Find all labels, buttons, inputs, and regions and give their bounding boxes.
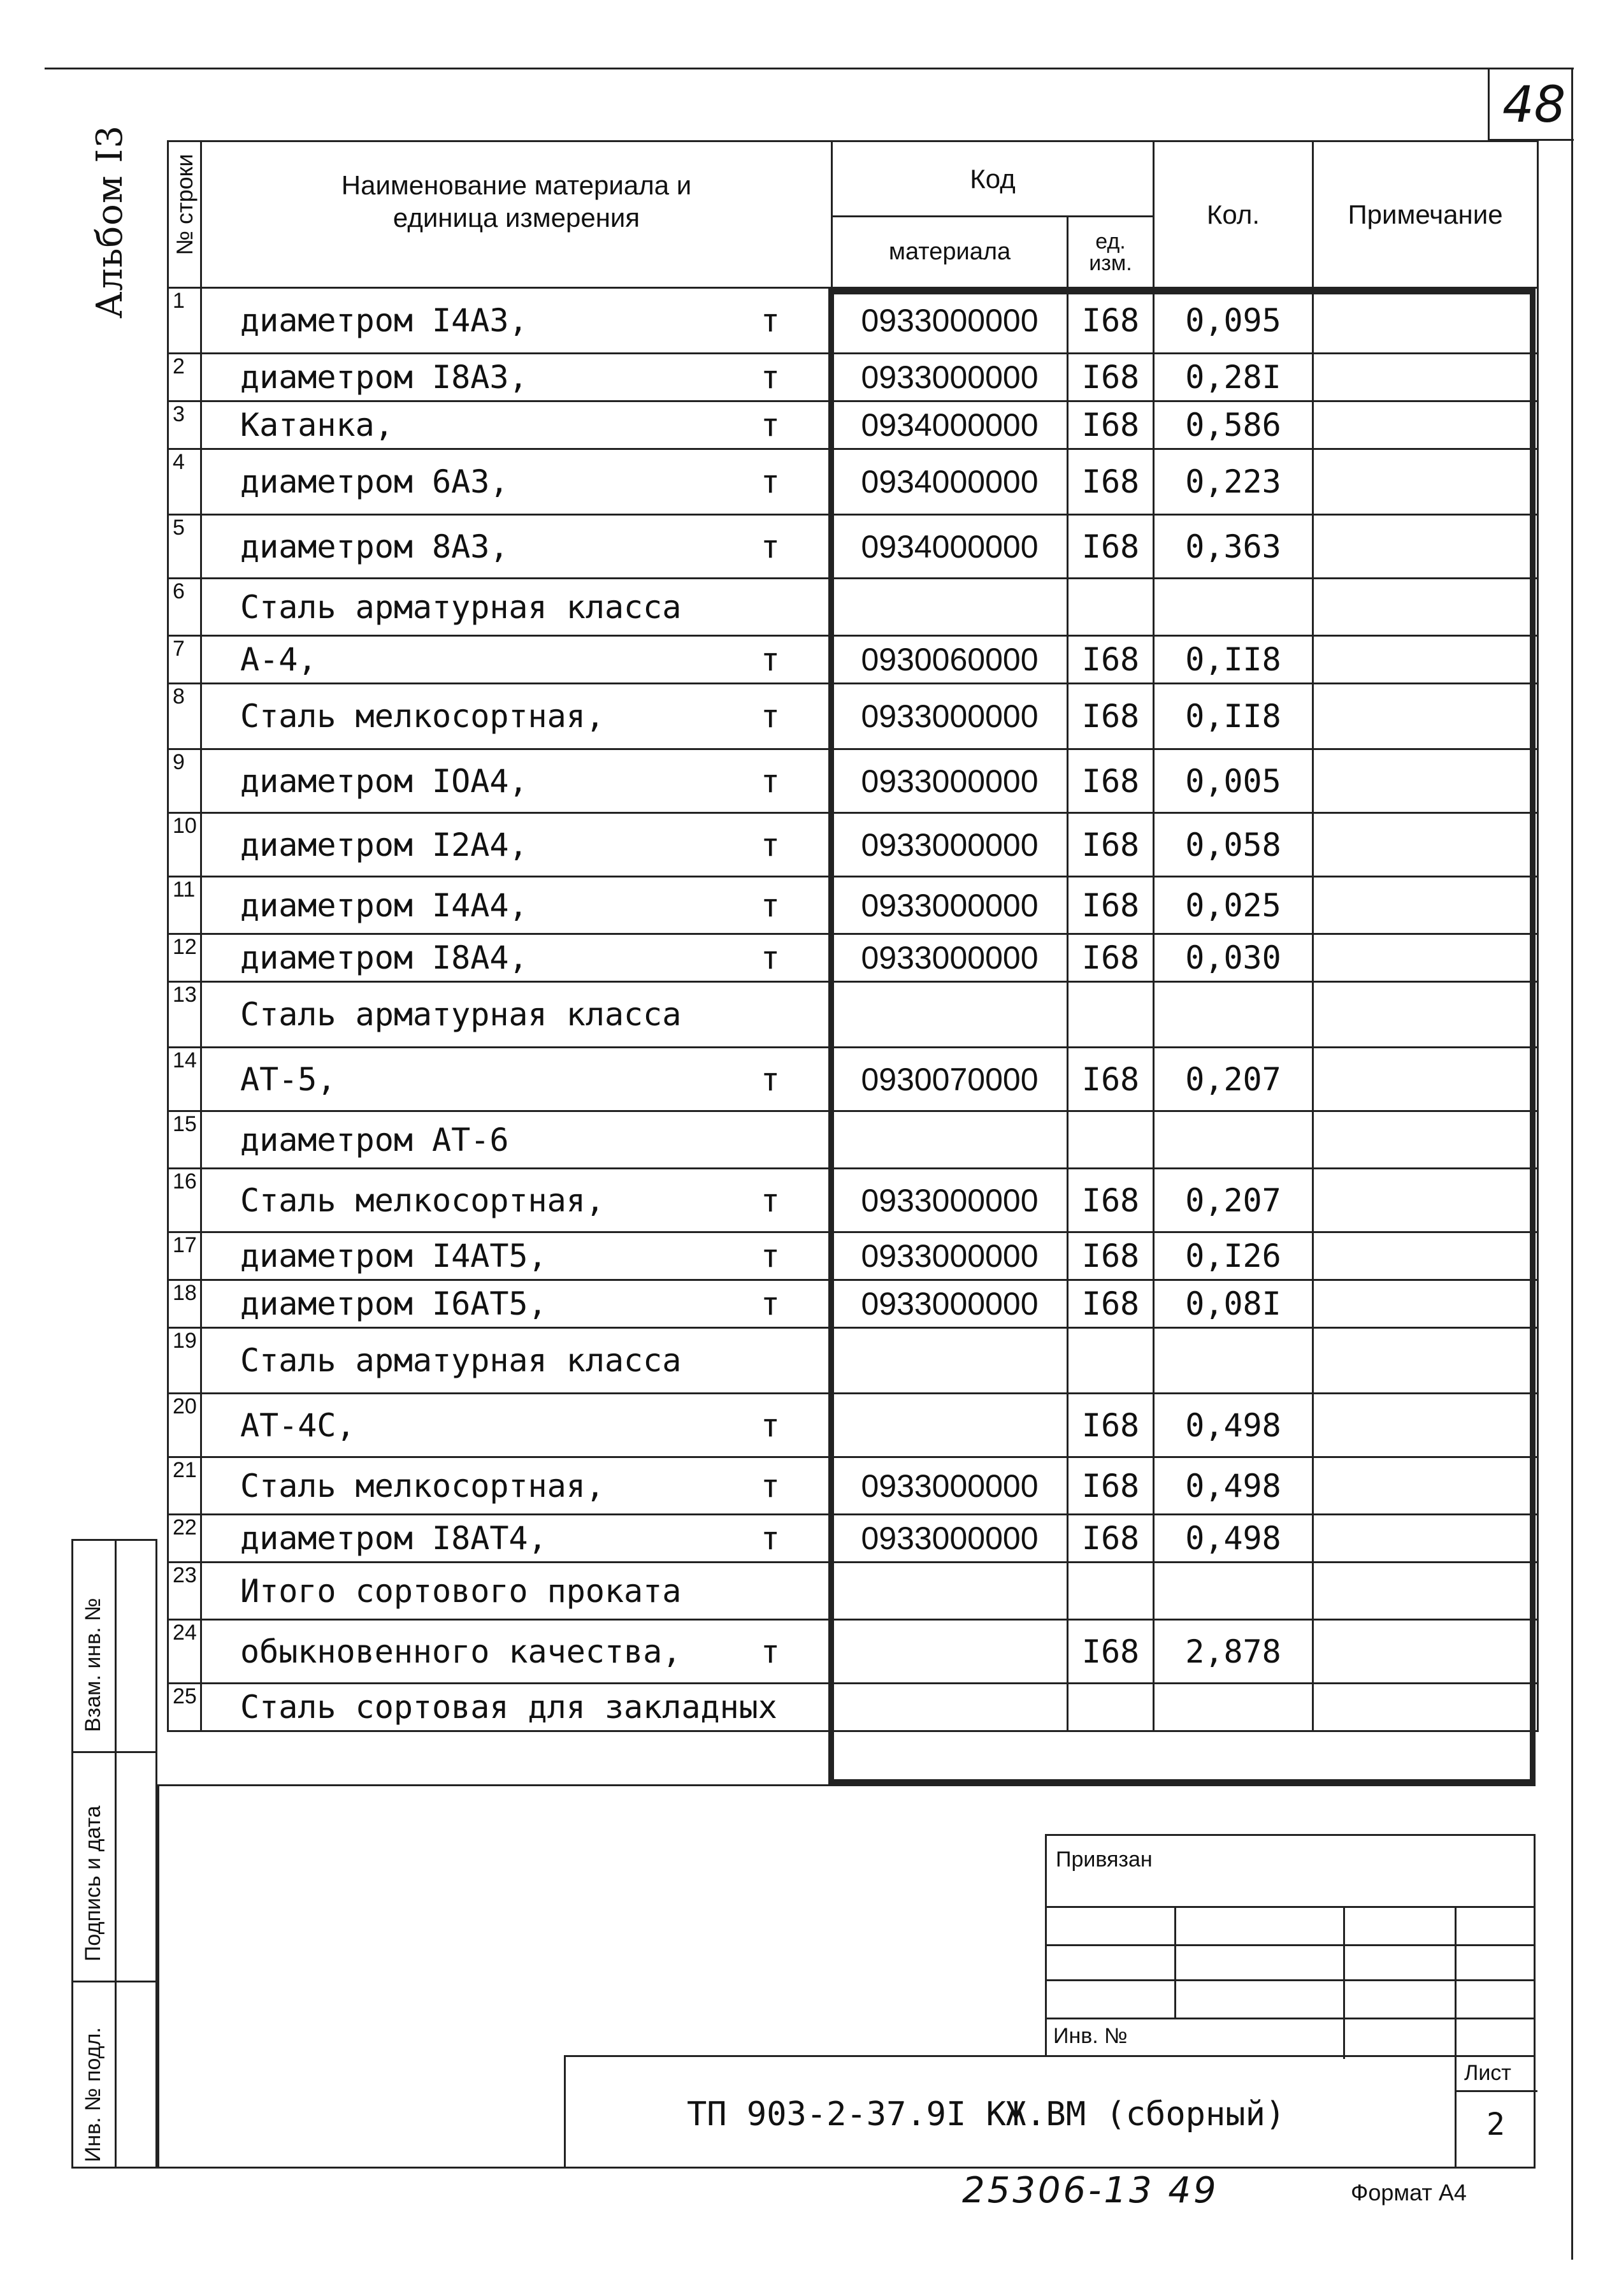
row-number: 23 bbox=[168, 1563, 201, 1620]
material-name: диаметром I8A4, т bbox=[201, 934, 832, 982]
quantity bbox=[1154, 1111, 1313, 1169]
quantity: 0,025 bbox=[1154, 877, 1313, 934]
table-row bbox=[168, 636, 1538, 684]
quantity: 0,030 bbox=[1154, 934, 1313, 982]
note-cell bbox=[1313, 1048, 1538, 1111]
table-row bbox=[168, 813, 1538, 877]
material-name: Сталь арматурная класса bbox=[201, 1328, 832, 1394]
material-code: 0934000000 bbox=[832, 449, 1068, 515]
quantity: 0,095 bbox=[1154, 288, 1313, 354]
unit-of-measure: т bbox=[760, 826, 780, 863]
note-cell bbox=[1313, 449, 1538, 515]
material-code: 0934000000 bbox=[832, 401, 1068, 449]
table-row bbox=[168, 1111, 1538, 1169]
material-code: 0933000000 bbox=[832, 749, 1068, 813]
unit-code: I68 bbox=[1068, 288, 1154, 354]
document-designation: ТП 903-2-37.9I КЖ.ВМ (сборный) bbox=[687, 2095, 1286, 2134]
header-unit-code: ед. изм. bbox=[1068, 217, 1154, 288]
material-code bbox=[832, 1563, 1068, 1620]
note-cell bbox=[1313, 1280, 1538, 1328]
table-row bbox=[168, 288, 1538, 354]
material-code: 0933000000 bbox=[832, 1515, 1068, 1563]
note-cell bbox=[1313, 1232, 1538, 1280]
header-material-code: материала bbox=[832, 217, 1068, 288]
stamp-signature-date: Подпись и дата bbox=[81, 1805, 105, 1961]
row-number: 10 bbox=[168, 813, 201, 877]
header-quantity: Кол. bbox=[1154, 141, 1313, 288]
table-row bbox=[168, 1457, 1538, 1515]
material-name: AT-4C, т bbox=[201, 1394, 832, 1457]
row-number: 16 bbox=[168, 1169, 201, 1232]
note-cell bbox=[1313, 636, 1538, 684]
inventory-number-label: Инв. № bbox=[1053, 2024, 1128, 2048]
material-code: 0934000000 bbox=[832, 515, 1068, 579]
row-number: 17 bbox=[168, 1232, 201, 1280]
quantity: 0,498 bbox=[1154, 1457, 1313, 1515]
table-row bbox=[168, 579, 1538, 636]
material-code: 0930060000 bbox=[832, 636, 1068, 684]
material-name: AT-5, т bbox=[201, 1048, 832, 1111]
unit-code bbox=[1068, 1563, 1154, 1620]
unit-of-measure: т bbox=[760, 641, 780, 678]
material-code bbox=[832, 579, 1068, 636]
unit-code: I68 bbox=[1068, 1394, 1154, 1457]
quantity bbox=[1154, 1684, 1313, 1731]
table-row bbox=[168, 684, 1538, 749]
unit-code bbox=[1068, 982, 1154, 1048]
unit-code: I68 bbox=[1068, 1515, 1154, 1563]
note-cell bbox=[1313, 1111, 1538, 1169]
material-code bbox=[832, 1620, 1068, 1684]
row-number: 5 bbox=[168, 515, 201, 579]
table-row bbox=[168, 982, 1538, 1048]
note-cell bbox=[1313, 401, 1538, 449]
sheet-number: 48 bbox=[1502, 76, 1566, 134]
binding-label: Привязан bbox=[1056, 1847, 1153, 1872]
right-border-line bbox=[1571, 68, 1573, 2260]
material-name: диаметром 8A3, т bbox=[201, 515, 832, 579]
material-code bbox=[832, 1394, 1068, 1457]
sheet-value: 2 bbox=[1486, 2107, 1505, 2142]
row-number: 12 bbox=[168, 934, 201, 982]
row-number: 20 bbox=[168, 1394, 201, 1457]
unit-code: I68 bbox=[1068, 684, 1154, 749]
note-cell bbox=[1313, 877, 1538, 934]
note-cell bbox=[1313, 684, 1538, 749]
table-row bbox=[168, 1515, 1538, 1563]
table-row bbox=[168, 1563, 1538, 1620]
table-row bbox=[168, 354, 1538, 401]
quantity: 0,223 bbox=[1154, 449, 1313, 515]
table-row bbox=[168, 1280, 1538, 1328]
material-name: Сталь сортовая для закладных bbox=[201, 1684, 832, 1731]
row-number: 15 bbox=[168, 1111, 201, 1169]
material-code bbox=[832, 1684, 1068, 1731]
material-code: 0933000000 bbox=[832, 1232, 1068, 1280]
quantity: 0,586 bbox=[1154, 401, 1313, 449]
header-code: Код bbox=[832, 141, 1154, 217]
note-cell bbox=[1313, 579, 1538, 636]
unit-of-measure: т bbox=[760, 359, 780, 396]
unit-of-measure: т bbox=[760, 886, 780, 924]
row-number: 19 bbox=[168, 1328, 201, 1394]
unit-of-measure: т bbox=[760, 1181, 780, 1219]
material-code: 0933000000 bbox=[832, 1169, 1068, 1232]
unit-code: I68 bbox=[1068, 449, 1154, 515]
row-number: 1 bbox=[168, 288, 201, 354]
unit-code: I68 bbox=[1068, 1232, 1154, 1280]
material-code: 0933000000 bbox=[832, 1280, 1068, 1328]
quantity bbox=[1154, 579, 1313, 636]
unit-code: I68 bbox=[1068, 1280, 1154, 1328]
unit-code: I68 bbox=[1068, 813, 1154, 877]
row-number: 4 bbox=[168, 449, 201, 515]
quantity: 0,058 bbox=[1154, 813, 1313, 877]
note-cell bbox=[1313, 354, 1538, 401]
material-code: 0933000000 bbox=[832, 934, 1068, 982]
unit-of-measure: т bbox=[760, 1406, 780, 1444]
table-row bbox=[168, 1232, 1538, 1280]
row-number: 24 bbox=[168, 1620, 201, 1684]
unit-code: I68 bbox=[1068, 749, 1154, 813]
archive-number: 25306-13 49 bbox=[962, 2170, 1219, 2211]
material-name: диаметром I8AT4, т bbox=[201, 1515, 832, 1563]
table-row bbox=[168, 515, 1538, 579]
note-cell bbox=[1313, 1328, 1538, 1394]
material-name: диаметром I8A3, т bbox=[201, 354, 832, 401]
materials-table bbox=[167, 140, 1539, 1732]
unit-code bbox=[1068, 579, 1154, 636]
quantity bbox=[1154, 1563, 1313, 1620]
material-name: обыкновенного качества, т bbox=[201, 1620, 832, 1684]
row-number: 9 bbox=[168, 749, 201, 813]
album-label: Альбом I3 bbox=[89, 124, 131, 319]
header-note: Примечание bbox=[1313, 141, 1538, 288]
note-cell bbox=[1313, 1563, 1538, 1620]
unit-of-measure: т bbox=[760, 407, 780, 444]
unit-of-measure: т bbox=[760, 1060, 780, 1098]
row-number: 6 bbox=[168, 579, 201, 636]
table-row bbox=[168, 877, 1538, 934]
material-code: 0930070000 bbox=[832, 1048, 1068, 1111]
quantity: 2,878 bbox=[1154, 1620, 1313, 1684]
unit-of-measure: т bbox=[760, 939, 780, 976]
material-name: диаметром AT-6 bbox=[201, 1111, 832, 1169]
material-name: Сталь мелкосортная, т bbox=[201, 684, 832, 749]
material-code bbox=[832, 982, 1068, 1048]
unit-of-measure: т bbox=[760, 302, 780, 339]
unit-code: I68 bbox=[1068, 877, 1154, 934]
unit-of-measure: т bbox=[760, 463, 780, 500]
table-row bbox=[168, 449, 1538, 515]
table-row bbox=[168, 1684, 1538, 1731]
row-number: 21 bbox=[168, 1457, 201, 1515]
material-name: диаметром I4AT5, т bbox=[201, 1232, 832, 1280]
row-number: 18 bbox=[168, 1280, 201, 1328]
material-name: Сталь мелкосортная, т bbox=[201, 1169, 832, 1232]
row-number: 3 bbox=[168, 401, 201, 449]
material-name: Катанка, т bbox=[201, 401, 832, 449]
material-code: 0933000000 bbox=[832, 877, 1068, 934]
sheet-number-tab bbox=[1488, 68, 1574, 141]
unit-of-measure: т bbox=[760, 528, 780, 565]
material-name: диаметром I6AT5, т bbox=[201, 1280, 832, 1328]
note-cell bbox=[1313, 813, 1538, 877]
stamp-replaced-inv: Взам. инв. № bbox=[81, 1598, 105, 1732]
material-name: диаметром 6A3, т bbox=[201, 449, 832, 515]
material-name: Сталь арматурная класса bbox=[201, 982, 832, 1048]
table-row bbox=[168, 1328, 1538, 1394]
note-cell bbox=[1313, 1394, 1538, 1457]
unit-code: I68 bbox=[1068, 515, 1154, 579]
table-row bbox=[168, 1394, 1538, 1457]
material-name: диаметром I4A3, т bbox=[201, 288, 832, 354]
row-number: 13 bbox=[168, 982, 201, 1048]
table-row bbox=[168, 1169, 1538, 1232]
unit-code: I68 bbox=[1068, 401, 1154, 449]
top-border-line bbox=[45, 68, 1574, 69]
unit-code: I68 bbox=[1068, 636, 1154, 684]
quantity: 0,005 bbox=[1154, 749, 1313, 813]
quantity: 0,207 bbox=[1154, 1048, 1313, 1111]
material-name: Сталь арматурная класса bbox=[201, 579, 832, 636]
material-code: 0933000000 bbox=[832, 354, 1068, 401]
note-cell bbox=[1313, 515, 1538, 579]
material-code: 0933000000 bbox=[832, 813, 1068, 877]
row-number: 25 bbox=[168, 1684, 201, 1731]
quantity bbox=[1154, 982, 1313, 1048]
unit-code: I68 bbox=[1068, 354, 1154, 401]
material-name: диаметром I2A4, т bbox=[201, 813, 832, 877]
table-row bbox=[168, 1620, 1538, 1684]
designation-block bbox=[564, 2055, 1536, 2169]
quantity: 0,08I bbox=[1154, 1280, 1313, 1328]
note-cell bbox=[1313, 1684, 1538, 1731]
quantity bbox=[1154, 1328, 1313, 1394]
unit-code bbox=[1068, 1684, 1154, 1731]
quantity: 0,207 bbox=[1154, 1169, 1313, 1232]
material-name: диаметром I4A4, т bbox=[201, 877, 832, 934]
left-stamp-column bbox=[71, 1539, 157, 2169]
quantity: 0,28I bbox=[1154, 354, 1313, 401]
paper-format: Формат А4 bbox=[1351, 2179, 1467, 2206]
table-row bbox=[168, 1048, 1538, 1111]
note-cell bbox=[1313, 288, 1538, 354]
unit-code bbox=[1068, 1328, 1154, 1394]
header-row-number: № строки bbox=[168, 141, 201, 288]
table-row bbox=[168, 934, 1538, 982]
unit-of-measure: т bbox=[760, 1285, 780, 1322]
stamp-original-inv: Инв. № подл. bbox=[81, 2027, 105, 2162]
row-number: 14 bbox=[168, 1048, 201, 1111]
quantity: 0,498 bbox=[1154, 1515, 1313, 1563]
quantity: 0,363 bbox=[1154, 515, 1313, 579]
unit-code: I68 bbox=[1068, 1169, 1154, 1232]
table-row bbox=[168, 401, 1538, 449]
note-cell bbox=[1313, 1169, 1538, 1232]
unit-code: I68 bbox=[1068, 1457, 1154, 1515]
unit-of-measure: т bbox=[760, 762, 780, 800]
material-code bbox=[832, 1111, 1068, 1169]
row-number: 22 bbox=[168, 1515, 201, 1563]
note-cell bbox=[1313, 1457, 1538, 1515]
sheet-label: Лист bbox=[1464, 2061, 1511, 2085]
row-number: 8 bbox=[168, 684, 201, 749]
unit-of-measure: т bbox=[760, 1520, 780, 1557]
unit-code: I68 bbox=[1068, 1048, 1154, 1111]
material-code: 0933000000 bbox=[832, 684, 1068, 749]
unit-of-measure: т bbox=[760, 1633, 780, 1670]
material-name: Сталь мелкосортная, т bbox=[201, 1457, 832, 1515]
unit-of-measure: т bbox=[760, 1238, 780, 1274]
row-number: 7 bbox=[168, 636, 201, 684]
note-cell bbox=[1313, 1620, 1538, 1684]
unit-code bbox=[1068, 1111, 1154, 1169]
note-cell bbox=[1313, 749, 1538, 813]
unit-of-measure: т bbox=[760, 1467, 780, 1505]
quantity: 0,II8 bbox=[1154, 636, 1313, 684]
unit-of-measure: т bbox=[760, 698, 780, 735]
table-row bbox=[168, 749, 1538, 813]
binding-block bbox=[1045, 1834, 1536, 2057]
note-cell bbox=[1313, 982, 1538, 1048]
material-name: A-4, т bbox=[201, 636, 832, 684]
row-number: 2 bbox=[168, 354, 201, 401]
header-material-name: Наименование материала и единица измерения bbox=[201, 141, 832, 288]
unit-code: I68 bbox=[1068, 1620, 1154, 1684]
row-number: 11 bbox=[168, 877, 201, 934]
quantity: 0,I26 bbox=[1154, 1232, 1313, 1280]
quantity: 0,498 bbox=[1154, 1394, 1313, 1457]
note-cell bbox=[1313, 1515, 1538, 1563]
material-code: 0933000000 bbox=[832, 1457, 1068, 1515]
material-name: диаметром IOA4, т bbox=[201, 749, 832, 813]
quantity: 0,II8 bbox=[1154, 684, 1313, 749]
note-cell bbox=[1313, 934, 1538, 982]
material-name: Итого сортового проката bbox=[201, 1563, 832, 1620]
material-code bbox=[832, 1328, 1068, 1394]
unit-code: I68 bbox=[1068, 934, 1154, 982]
material-code: 0933000000 bbox=[832, 288, 1068, 354]
